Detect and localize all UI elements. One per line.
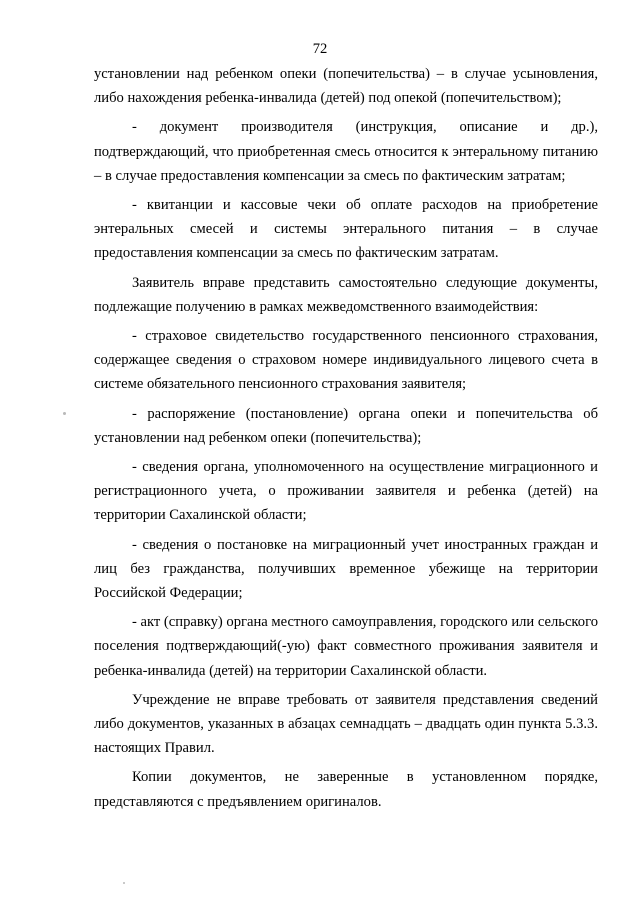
paragraph: - распоряжение (постановление) органа опеки и попечительства об установлении над ребенком опеки (попечительства);	[94, 405, 598, 446]
page-number: 72	[312, 41, 328, 57]
paragraph: Заявитель вправе представить самостоятельно следующие документы, подлежащие получению в рамках межведомственного взаимодействия:	[94, 274, 598, 315]
paragraph: Копии документов, не заверенные в установленном порядке, представляются с предъявлением оригиналов.	[94, 769, 598, 810]
paragraph: - квитанции и кассовые чеки об оплате расходов на приобретение энтеральных смесей и системы энтерального питания – в случае предоставления компенсации за смесь по фактическим затратам.	[94, 197, 598, 262]
paragraph: установлении над ребенком опеки (попечительства) – в случае усыновления, либо нахождения ребенка-инвалида (детей) под опекой (попечительством);	[94, 66, 598, 107]
scan-speck	[123, 882, 125, 884]
paragraph: - акт (справку) органа местного самоуправления, городского или сельского поселения подтверждающий(-ую) факт совместного проживания заявителя и ребенка-инвалида (детей) на территории Сахалинской области.	[94, 614, 598, 679]
paragraph: - сведения органа, уполномоченного на осуществление миграционного и регистрационного учета, о проживании заявителя и ребенка (детей) на территории Сахалинской области;	[94, 459, 598, 524]
paragraph: - сведения о постановке на миграционный учет иностранных граждан и лиц без гражданства, получивших временное убежище на территории Российской Федерации;	[94, 536, 598, 602]
document-body	[94, 62, 598, 819]
scan-speck	[63, 412, 66, 415]
paragraph: - документ производителя (инструкция, описание и др.), подтверждающий, что приобретенная смесь относится к энтеральному питанию – в случае предоставления компенсации за смесь по фактическим затратам;	[94, 119, 598, 184]
paragraph: - страховое свидетельство государственного пенсионного страхования, содержащее сведения о страховом номере индивидуального лицевого счета в системе обязательного пенсионного страхования заявителя;	[94, 328, 598, 393]
paragraph: Учреждение не вправе требовать от заявителя представления сведений либо документов, указанных в абзацах семнадцать – двадцать один пункта 5.3.3. настоящих Правил.	[94, 691, 598, 757]
